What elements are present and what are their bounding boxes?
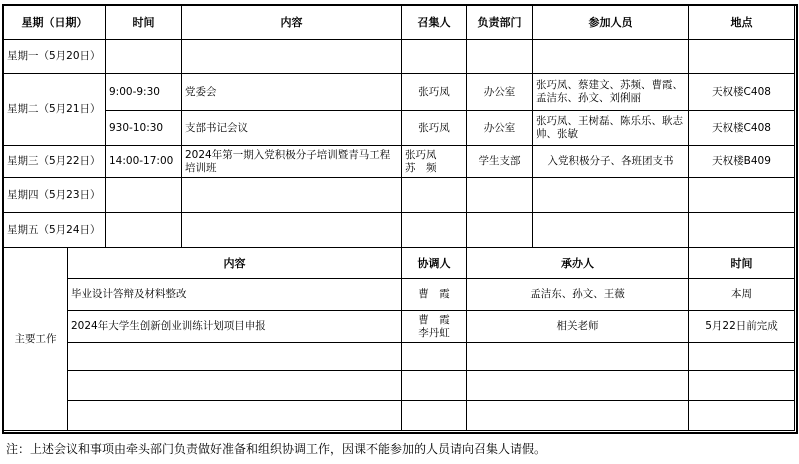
empty-cell [402,213,467,248]
work-header-handler: 承办人 [467,248,689,279]
empty-cell [402,40,467,74]
work-cell-handler: 相关老师 [467,311,689,343]
work-cell-content: 毕业设计答辩及材料整改 [68,279,402,311]
cell-attendees: 张巧凤、蔡建文、苏频、曹霞、孟洁东、孙文、刘俐丽 [533,74,689,111]
table-row [4,343,795,371]
table-row [4,401,795,431]
empty-cell [467,401,689,431]
cell-content: 支部书记会议 [182,111,402,146]
work-header-coordinator: 协调人 [402,248,467,279]
empty-cell [467,178,533,213]
footnote: 注：上述会议和事项由牵头部门负责做好准备和组织协调工作，因课不能参加的人员请向召集人请假。 [6,442,547,456]
header-time: 时间 [106,6,182,40]
cell-time: 14:00-17:00 [106,146,182,178]
work-cell-coordinator: 曹 霞 [402,279,467,311]
table-row [4,371,795,401]
empty-cell [68,343,402,371]
table-row [4,74,795,111]
empty-cell [68,371,402,401]
cell-department: 办公室 [467,74,533,111]
cell-content: 2024年第一期入党积极分子培训暨青马工程培训班 [182,146,402,178]
empty-cell [689,371,795,401]
empty-cell [402,343,467,371]
cell-content: 党委会 [182,74,402,111]
cell-convener: 张巧凤 [402,74,467,111]
cell-attendees: 入党积极分子、各班团支书 [533,146,689,178]
empty-cell [689,178,795,213]
empty-cell [106,178,182,213]
cell-convener: 张巧凤 [402,111,467,146]
empty-cell [689,213,795,248]
work-cell-handler: 孟洁东、孙文、王薇 [467,279,689,311]
cell-time: 930-10:30 [106,111,182,146]
work-cell-coordinator: 曹 霞 李丹虹 [402,311,467,343]
empty-cell [467,40,533,74]
table-row [4,146,795,178]
cell-department: 办公室 [467,111,533,146]
schedule-header-row [4,6,795,40]
cell-department: 学生支部 [467,146,533,178]
empty-cell [467,371,689,401]
cell-convener: 张巧凤 苏 频 [402,146,467,178]
header-department: 负责部门 [467,6,533,40]
empty-cell [68,401,402,431]
cell-location: 天权楼B409 [689,146,795,178]
day-label-thursday: 星期四（5月23日） [4,178,106,213]
empty-cell [467,213,533,248]
main-work-label: 主要工作 [4,248,68,431]
empty-cell [402,178,467,213]
empty-cell [402,371,467,401]
empty-cell [467,343,689,371]
empty-cell [402,401,467,431]
work-cell-time: 5月22日前完成 [689,311,795,343]
table-row [4,40,795,74]
table-row [4,311,795,343]
empty-cell [106,213,182,248]
table-row [4,111,795,146]
empty-cell [533,213,689,248]
work-cell-content: 2024年大学生创新创业训练计划项目申报 [68,311,402,343]
header-content: 内容 [182,6,402,40]
empty-cell [182,178,402,213]
schedule-table [3,5,795,431]
day-label-monday: 星期一（5月20日） [4,40,106,74]
cell-attendees: 张巧凤、王树磊、陈乐乐、耿志帅、张敏 [533,111,689,146]
empty-cell [689,40,795,74]
header-weekday: 星期（日期） [4,6,106,40]
header-attendees: 参加人员 [533,6,689,40]
work-cell-time: 本周 [689,279,795,311]
empty-cell [533,40,689,74]
empty-cell [533,178,689,213]
table-row [4,213,795,248]
cell-time: 9:00-9:30 [106,74,182,111]
empty-cell [182,40,402,74]
empty-cell [689,343,795,371]
cell-location: 天权楼C408 [689,74,795,111]
work-header-row [4,248,795,279]
empty-cell [106,40,182,74]
day-label-friday: 星期五（5月24日） [4,213,106,248]
empty-cell [689,401,795,431]
day-label-tuesday: 星期二（5月21日） [4,74,106,146]
work-header-time: 时间 [689,248,795,279]
header-location: 地点 [689,6,795,40]
day-label-wednesday: 星期三（5月22日） [4,146,106,178]
cell-location: 天权楼C408 [689,111,795,146]
work-header-content: 内容 [68,248,402,279]
table-row [4,279,795,311]
header-convener: 召集人 [402,6,467,40]
table-row [4,178,795,213]
empty-cell [182,213,402,248]
